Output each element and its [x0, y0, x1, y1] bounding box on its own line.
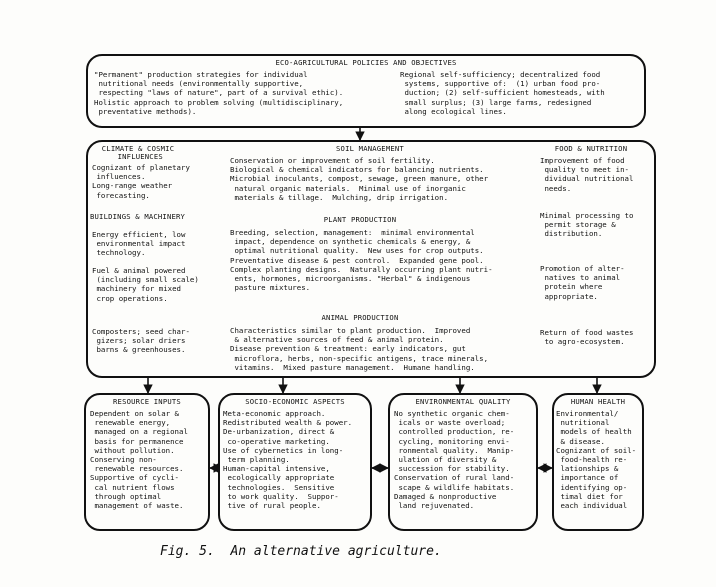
eco-policies-right-text: Regional self-sufficiency; decentralized food systems, supportive of: (1) urban food pro- duction; (2) self-sufficient homesteads, with small surplus; (3) large farms, redesigned along ecological lines. — [400, 70, 605, 116]
human-health-text: Environmental/ nutritional models of health & disease. Cognizant of soil- food-health re- lationships & importance of identifying op- timal diet for each individual — [556, 409, 637, 511]
buildings-text-1: Energy efficient, low environmental impact technology. — [92, 230, 186, 258]
resource-inputs-text: Dependent on solar & renewable energy, managed on a regional basis for permanence without pollution. Conserving non- renewable resources. Supportive of cycli- cal nutrient flows through optimal management of waste. — [90, 409, 188, 511]
environmental-quality-text: No synthetic organic chem- icals or waste overload; controlled production, re- cycling, monitoring envi- ronmental quality. Manip- ulation of diversity & succession for stability. Conservation of rural land- scape & wildlife habitats. Damaged & nonproductive land rejuvenated. — [394, 409, 515, 511]
socio-economic-text: Meta-economic approach. Redistributed wealth & power. De-urbanization, direct & co-operative marketing. Use of cybernetics in long- term planning. Human-capital intensive, ecologically appropriate technologies. Sensitive to work quality. Suppor- tive of rural people. — [223, 409, 353, 511]
soil-management-title: SOIL MANAGEMENT — [336, 144, 404, 153]
food-nutrition-title: FOOD & NUTRITION — [554, 144, 628, 153]
food-text-3: Promotion of alter- natives to animal protein where appropriate. — [540, 264, 625, 301]
animal-production-title: ANIMAL PRODUCTION — [321, 313, 399, 322]
human-health-title: HUMAN HEALTH — [570, 397, 626, 406]
figure-caption: Fig. 5. An alternative agriculture. — [160, 544, 442, 559]
eco-policies-left-text: "Permanent" production strategies for individual nutritional needs (environmentally supportive, respecting "laws of nature", part of a survival ethic). Holistic approach to problem solving (multidisciplinary, preventative methods). — [94, 70, 344, 116]
food-text-2: Minimal processing to permit storage & distribution. — [540, 211, 634, 239]
buildings-text-2: Fuel & animal powered (including small scale) machinery for mixed crop operations. — [92, 266, 199, 303]
buildings-title: BUILDINGS & MACHINERY — [90, 212, 186, 221]
animal-production-text: Characteristics similar to plant production. Improved & alternative sources of feed & animal protein. Disease prevention & treatment: early indicators, gut microflora, herbs, non-specific antigens, trace minerals, vitamins. Mixed pasture management. Humane handling. — [230, 326, 489, 372]
resource-inputs-title: RESOURCE INPUTS — [113, 397, 181, 406]
composters-text: Composters; seed char- gizers; solar driers barns & greenhouses. — [92, 327, 190, 355]
food-text-1: Improvement of food quality to meet in- dividual nutritional needs. — [540, 156, 634, 193]
climate-text: Cognizant of planetary influences. Long-range weather forecasting. — [92, 163, 190, 200]
socio-economic-title: SOCIO-ECONOMIC ASPECTS — [245, 397, 345, 406]
plant-production-title: PLANT PRODUCTION — [323, 215, 397, 224]
eco-policies-title: ECO-AGRICULTURAL POLICIES AND OBJECTIVES — [275, 58, 457, 67]
soil-management-text: Conservation or improvement of soil fertility. Biological & chemical indicators for balancing nutrients. Microbial inoculants, compost, sewage, green manure, other natural organic materials. Minimal use of inorganic materials & tillage. Mulching, drip irrigation. — [230, 156, 489, 202]
climate-title: CLIMATE & COSMIC INFLUENCES — [101, 144, 175, 161]
food-text-4: Return of food wastes to agro-ecosystem. — [540, 328, 634, 347]
plant-production-text: Breeding, selection, management: minimal environmental impact, dependence on synthetic chemicals & energy, & optimal nutritional quality. New uses for crop outputs. Preventative disease & pest control. Expanded gene pool. Complex planting designs. Naturally occurring plant nutri- ents, hormones, microorganisms. "Herbal" & indigenous pasture mixtures. — [230, 228, 493, 293]
environmental-quality-title: ENVIRONMENTAL QUALITY — [415, 397, 511, 406]
